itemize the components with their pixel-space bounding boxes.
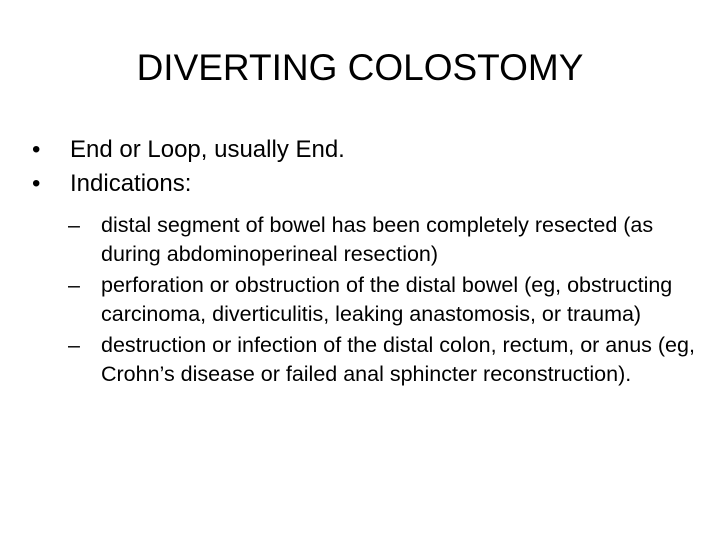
dash-icon: – — [68, 273, 80, 297]
sub-bullet-text: destruction or infection of the distal colon, rectum, or anus (eg, Crohn’s disease or failed anal sphincter reconstruction). — [101, 333, 695, 386]
bullet-dot-icon: • — [32, 170, 41, 197]
sub-bullet-text: perforation or obstruction of the distal bowel (eg, obstructing carcinoma, diverticulitis, leaking anastomosis, or trauma) — [101, 273, 673, 326]
bullet-list — [32, 133, 702, 391]
bullet-text: End or Loop, usually End. — [70, 136, 345, 163]
dash-icon: – — [68, 333, 80, 357]
bullet-item — [32, 167, 702, 388]
dash-icon: – — [68, 213, 80, 237]
bullet-dot-icon: • — [32, 136, 41, 163]
bullet-item — [32, 133, 702, 167]
sub-bullet-item — [68, 331, 701, 388]
sub-bullet-item — [68, 211, 701, 268]
sub-bullet-list — [68, 211, 704, 388]
sub-bullet-item — [68, 271, 701, 328]
bullet-text: Indications: — [70, 170, 192, 197]
slide-title: DIVERTING COLOSTOMY — [136, 47, 584, 88]
sub-bullet-text: distal segment of bowel has been completely resected (as during abdominoperineal resection) — [101, 213, 654, 266]
